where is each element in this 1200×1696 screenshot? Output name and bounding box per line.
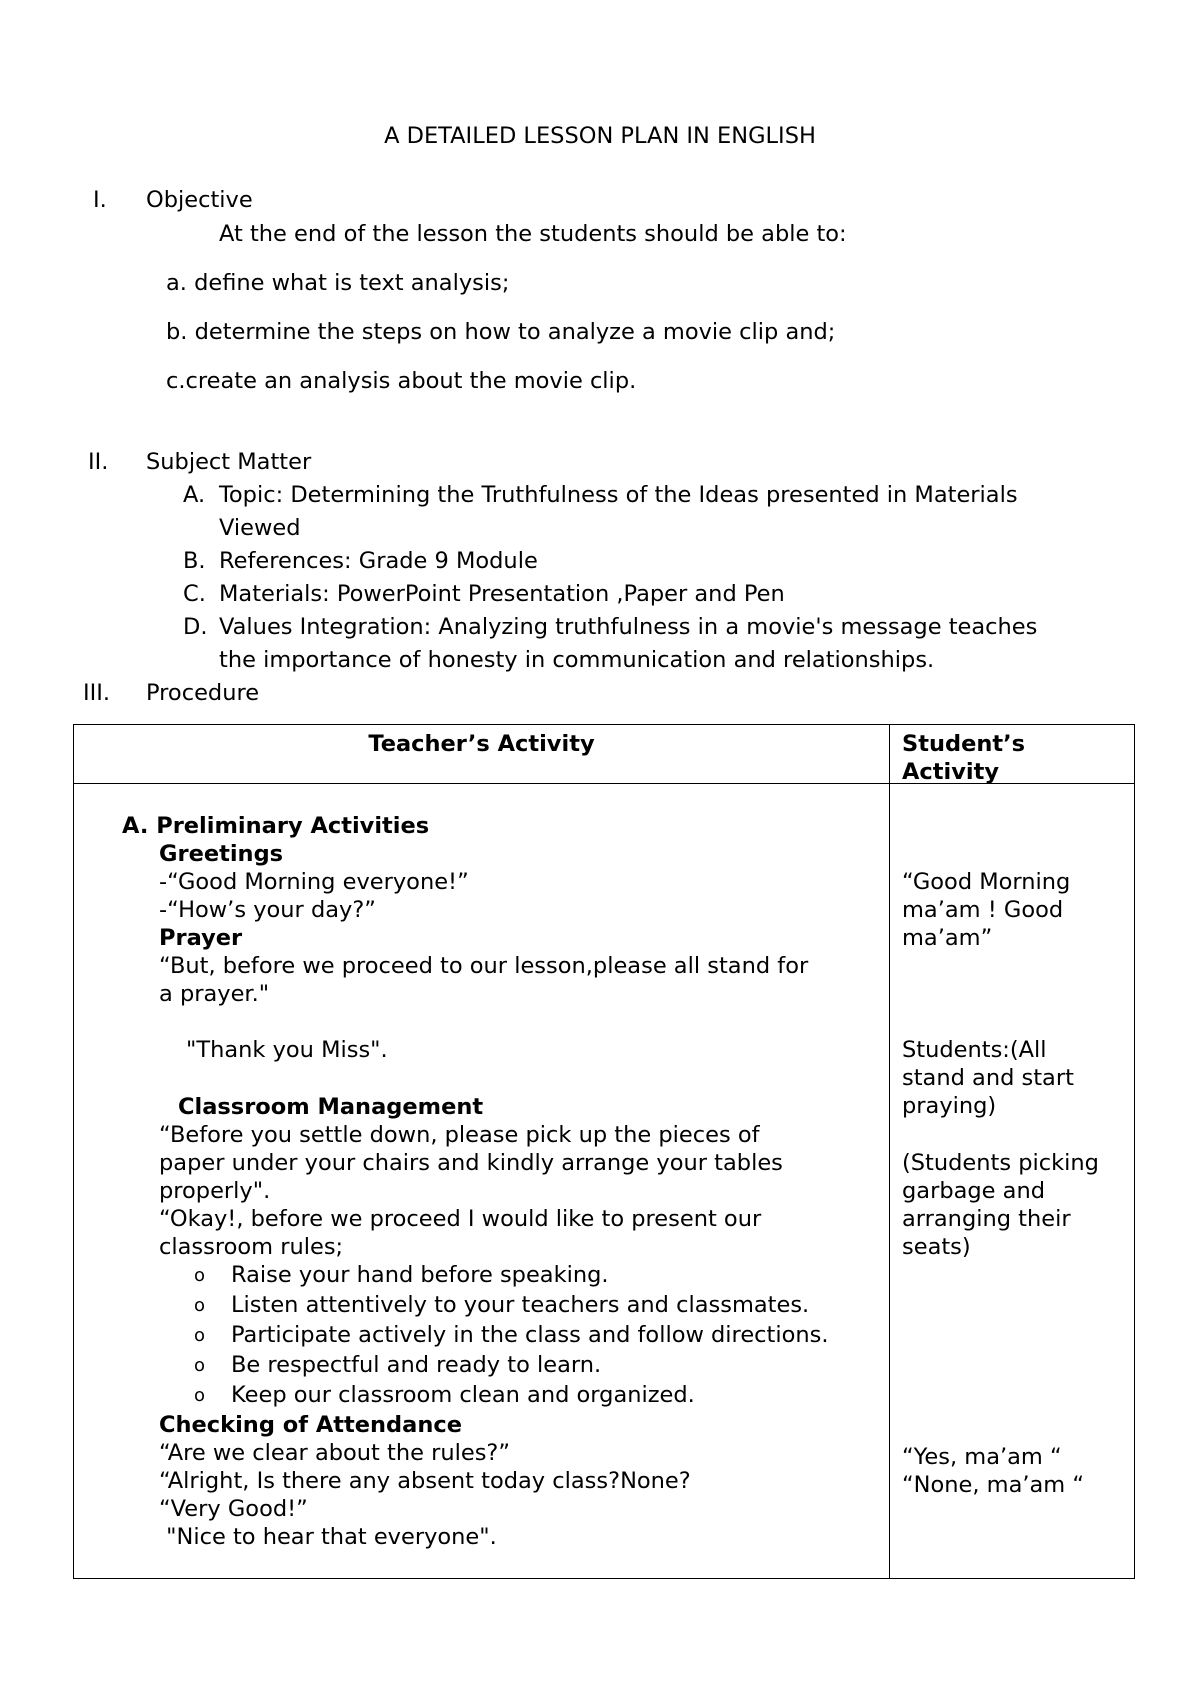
subject-letter-c: C. <box>183 581 206 607</box>
student-prayer-reply-line-2: stand and start <box>902 1065 1074 1091</box>
objective-item-c: c.create an analysis about the movie clip. <box>166 368 637 394</box>
rule-item: Be respectful and ready to learn. <box>231 1352 602 1378</box>
subject-references: References: Grade 9 Module <box>219 548 538 574</box>
subject-values-line-2: the importance of honesty in communication and relationships. <box>219 647 935 673</box>
student-prayer-reply-line-1: Students:(All <box>902 1037 1047 1063</box>
classroom-line-5: classroom rules; <box>159 1234 344 1260</box>
classroom-line-4: “Okay!, before we proceed I would like to present our <box>159 1206 762 1232</box>
student-attendance-reply-line-1: “Yes, ma’am “ <box>902 1444 1062 1470</box>
prayer-thanks: "Thank you Miss". <box>186 1037 388 1063</box>
subject-values-line-1: Values Integration: Analyzing truthfulness in a movie's message teaches <box>219 614 1038 640</box>
prayer-line-2: a prayer." <box>159 981 270 1007</box>
student-greeting-reply-line-2: ma’am ! Good <box>902 897 1064 923</box>
subject-letter-b: B. <box>183 548 206 574</box>
subject-materials: Materials: PowerPoint Presentation ,Paper and Pen <box>219 581 785 607</box>
greetings-line-1: -“Good Morning everyone!” <box>159 869 469 895</box>
subject-topic-line-1: Topic: Determining the Truthfulness of the Ideas presented in Materials <box>219 482 1018 508</box>
student-attendance-reply-line-2: “None, ma’am “ <box>902 1472 1085 1498</box>
student-greeting-reply-line-3: ma’am” <box>902 925 993 951</box>
objective-heading: Objective <box>146 187 253 213</box>
student-cleanup-reply-line-1: (Students picking <box>902 1150 1099 1176</box>
subject-letter-d: D. <box>183 614 208 640</box>
objective-item-b: b. determine the steps on how to analyze a movie clip and; <box>166 319 836 345</box>
prayer-line-1: “But, before we proceed to our lesson,please all stand for <box>159 953 809 979</box>
procedure-heading: Procedure <box>146 680 260 706</box>
attendance-line-2: “Alright, Is there any absent today class?None? <box>159 1468 691 1494</box>
rule-item: Participate actively in the class and follow directions. <box>231 1322 829 1348</box>
bullet-icon: o <box>194 1355 206 1376</box>
objective-intro: At the end of the lesson the students should be able to: <box>219 221 847 247</box>
subject-heading: Subject Matter <box>146 449 312 475</box>
student-activity-header-line-2: Activity <box>902 759 1000 785</box>
prayer-heading: Prayer <box>159 925 243 951</box>
student-cleanup-reply-line-2: garbage and <box>902 1178 1045 1204</box>
rule-item: Raise your hand before speaking. <box>231 1262 609 1288</box>
procedure-numeral: III. <box>83 680 111 706</box>
subject-topic-line-2: Viewed <box>219 515 301 541</box>
procedure-table <box>73 724 1135 1579</box>
bullet-icon: o <box>194 1265 206 1286</box>
attendance-line-3: “Very Good!” <box>159 1496 308 1522</box>
table-column-divider <box>889 725 890 1578</box>
subject-letter-a: A. <box>183 482 206 508</box>
bullet-icon: o <box>194 1325 206 1346</box>
student-cleanup-reply-line-4: seats) <box>902 1234 971 1260</box>
classroom-line-3: properly". <box>159 1178 271 1204</box>
objective-item-a: a. define what is text analysis; <box>166 270 510 296</box>
attendance-line-4: "Nice to hear that everyone". <box>159 1524 497 1550</box>
preliminary-activities-title: A. Preliminary Activities <box>122 813 430 839</box>
classroom-line-2: paper under your chairs and kindly arrange your tables <box>159 1150 783 1176</box>
bullet-icon: o <box>194 1385 206 1406</box>
teacher-activity-header: Teacher’s Activity <box>368 731 595 757</box>
classroom-management-heading: Classroom Management <box>178 1094 484 1120</box>
greetings-line-2: -“How’s your day?” <box>159 897 376 923</box>
attendance-line-1: “Are we clear about the rules?” <box>159 1440 511 1466</box>
classroom-line-1: “Before you settle down, please pick up the pieces of <box>159 1122 760 1148</box>
student-cleanup-reply-line-3: arranging their <box>902 1206 1071 1232</box>
document-title: A DETAILED LESSON PLAN IN ENGLISH <box>384 123 816 149</box>
rule-item: Listen attentively to your teachers and classmates. <box>231 1292 810 1318</box>
greetings-heading: Greetings <box>159 841 284 867</box>
subject-numeral: II. <box>88 449 109 475</box>
student-activity-header-line-1: Student’s <box>902 731 1026 757</box>
student-prayer-reply-line-3: praying) <box>902 1093 997 1119</box>
rule-item: Keep our classroom clean and organized. <box>231 1382 695 1408</box>
objective-numeral: I. <box>93 187 107 213</box>
bullet-icon: o <box>194 1295 206 1316</box>
student-greeting-reply-line-1: “Good Morning <box>902 869 1071 895</box>
attendance-heading: Checking of Attendance <box>159 1412 462 1438</box>
